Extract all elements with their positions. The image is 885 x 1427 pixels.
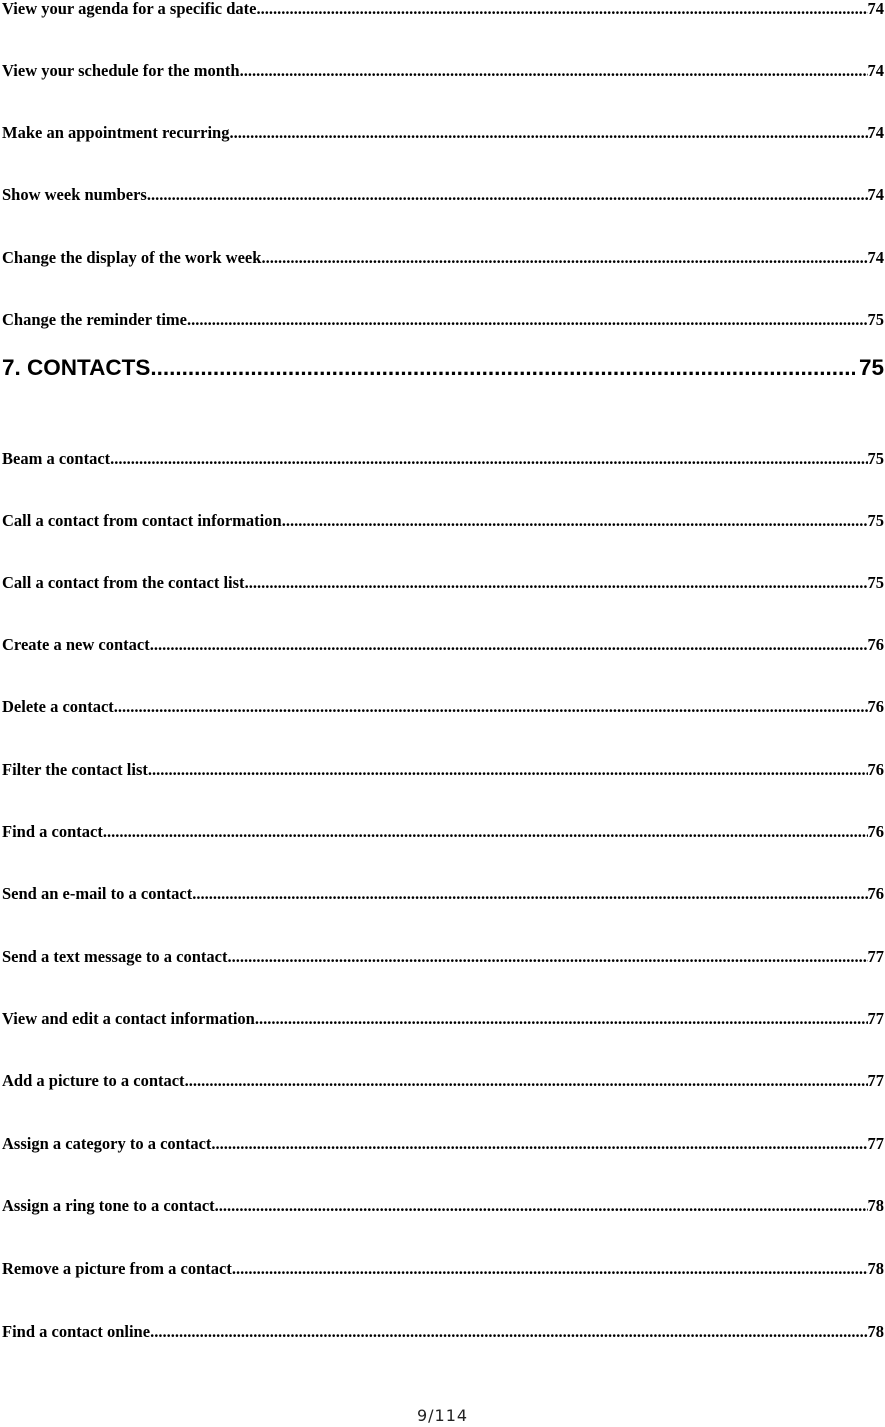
- toc-entry-title: Assign a category to a contact: [2, 1134, 212, 1153]
- toc-entry-page: 77: [867, 947, 884, 966]
- toc-chapter-page: 75: [858, 355, 884, 380]
- toc-entry-page: 74: [867, 0, 884, 18]
- dot-leader: [148, 759, 868, 781]
- toc-entry[interactable]: [2, 184, 884, 206]
- dot-leader: [103, 821, 868, 843]
- toc-entry-page: 77: [867, 1071, 884, 1090]
- toc-entry-page: 75: [867, 511, 884, 530]
- toc-entry-page: 76: [867, 697, 884, 716]
- toc-entry[interactable]: [2, 759, 884, 781]
- toc-entry-title: Call a contact from the contact list: [2, 573, 245, 592]
- toc-entry-title: Remove a picture from a contact: [2, 1259, 232, 1278]
- toc-entry-page: 76: [867, 635, 884, 654]
- toc-entry[interactable]: [2, 1008, 884, 1030]
- toc-entry-title: Show week numbers: [2, 185, 147, 204]
- dot-leader: [255, 1008, 868, 1030]
- page-number-footer: 9/114: [416, 1406, 469, 1425]
- dot-leader: [245, 572, 868, 594]
- dot-leader: [147, 184, 868, 206]
- toc-entry-page: 76: [867, 822, 884, 841]
- toc-entry[interactable]: [2, 60, 884, 82]
- toc-entry[interactable]: [2, 1195, 884, 1217]
- toc-entry-title: Add a picture to a contact: [2, 1071, 185, 1090]
- toc-entry[interactable]: [2, 572, 884, 594]
- toc-entry[interactable]: [2, 122, 884, 144]
- toc-entry-title: Call a contact from contact information: [2, 511, 282, 530]
- toc-entry-title: Find a contact: [2, 822, 103, 841]
- toc-entry-title: Send a text message to a contact: [2, 947, 228, 966]
- toc-entry-page: 74: [867, 123, 884, 142]
- toc-entry[interactable]: [2, 1258, 884, 1280]
- toc-chapter-title: 7. CONTACTS: [2, 355, 151, 380]
- toc-entry[interactable]: [2, 696, 884, 718]
- toc-entry-title: Change the display of the work week: [2, 248, 262, 267]
- toc-entry-page: 74: [867, 248, 884, 267]
- toc-entry-page: 75: [867, 449, 884, 468]
- toc-entry-page: 78: [867, 1322, 884, 1341]
- toc-entry[interactable]: [2, 309, 884, 331]
- toc-entry-title: View and edit a contact information: [2, 1009, 255, 1028]
- toc-entry[interactable]: [2, 448, 884, 470]
- dot-leader: [150, 353, 855, 383]
- dot-leader: [211, 1133, 867, 1155]
- toc-entry-title: Assign a ring tone to a contact: [2, 1196, 215, 1215]
- dot-leader: [227, 946, 867, 968]
- dot-leader: [257, 0, 868, 20]
- toc-entry-page: 77: [867, 1134, 884, 1153]
- dot-leader: [150, 1321, 867, 1343]
- dot-leader: [261, 247, 867, 269]
- toc-entry-title: Create a new contact: [2, 635, 150, 654]
- dot-leader: [240, 60, 868, 82]
- toc-entry-page: 76: [867, 884, 884, 903]
- toc-entry-title: Filter the contact list: [2, 760, 148, 779]
- toc-entry[interactable]: [2, 510, 884, 532]
- toc-entry-page: 75: [867, 573, 884, 592]
- dot-leader: [215, 1195, 868, 1217]
- toc-entry[interactable]: [2, 1321, 884, 1343]
- toc-entry-page: 74: [867, 185, 884, 204]
- toc-entry[interactable]: [2, 634, 884, 656]
- toc-entry-title: Find a contact online: [2, 1322, 151, 1341]
- toc-chapter-heading[interactable]: [2, 353, 884, 383]
- dot-leader: [150, 634, 868, 656]
- toc-entry-title: View your schedule for the month: [2, 61, 240, 80]
- toc-entry[interactable]: [2, 247, 884, 269]
- dot-leader: [229, 122, 867, 144]
- toc-entry-page: 75: [867, 310, 884, 329]
- toc-entry-title: Delete a contact: [2, 697, 114, 716]
- toc-entry-page: 77: [867, 1009, 884, 1028]
- toc-entry[interactable]: [2, 883, 884, 905]
- toc-entry-page: 76: [867, 760, 884, 779]
- toc-entry-page: 78: [867, 1196, 884, 1215]
- dot-leader: [232, 1258, 868, 1280]
- toc-entry-title: Beam a contact: [2, 449, 111, 468]
- toc-entry-page: 74: [867, 61, 884, 80]
- toc-entry-title: Send an e-mail to a contact: [2, 884, 193, 903]
- toc-entry[interactable]: [2, 821, 884, 843]
- dot-leader: [282, 510, 868, 532]
- toc-entry[interactable]: [2, 0, 884, 20]
- toc-entry[interactable]: [2, 1070, 884, 1092]
- toc-entry[interactable]: [2, 946, 884, 968]
- dot-leader: [192, 883, 867, 905]
- dot-leader: [114, 696, 868, 718]
- toc-entry-page: 78: [867, 1259, 884, 1278]
- dot-leader: [185, 1070, 868, 1092]
- dot-leader: [110, 448, 867, 470]
- toc-entry[interactable]: [2, 1133, 884, 1155]
- dot-leader: [187, 309, 868, 331]
- toc-entry-title: Make an appointment recurring: [2, 123, 230, 142]
- toc-entry-title: View your agenda for a specific date: [2, 0, 257, 18]
- toc-entry-title: Change the reminder time: [2, 310, 187, 329]
